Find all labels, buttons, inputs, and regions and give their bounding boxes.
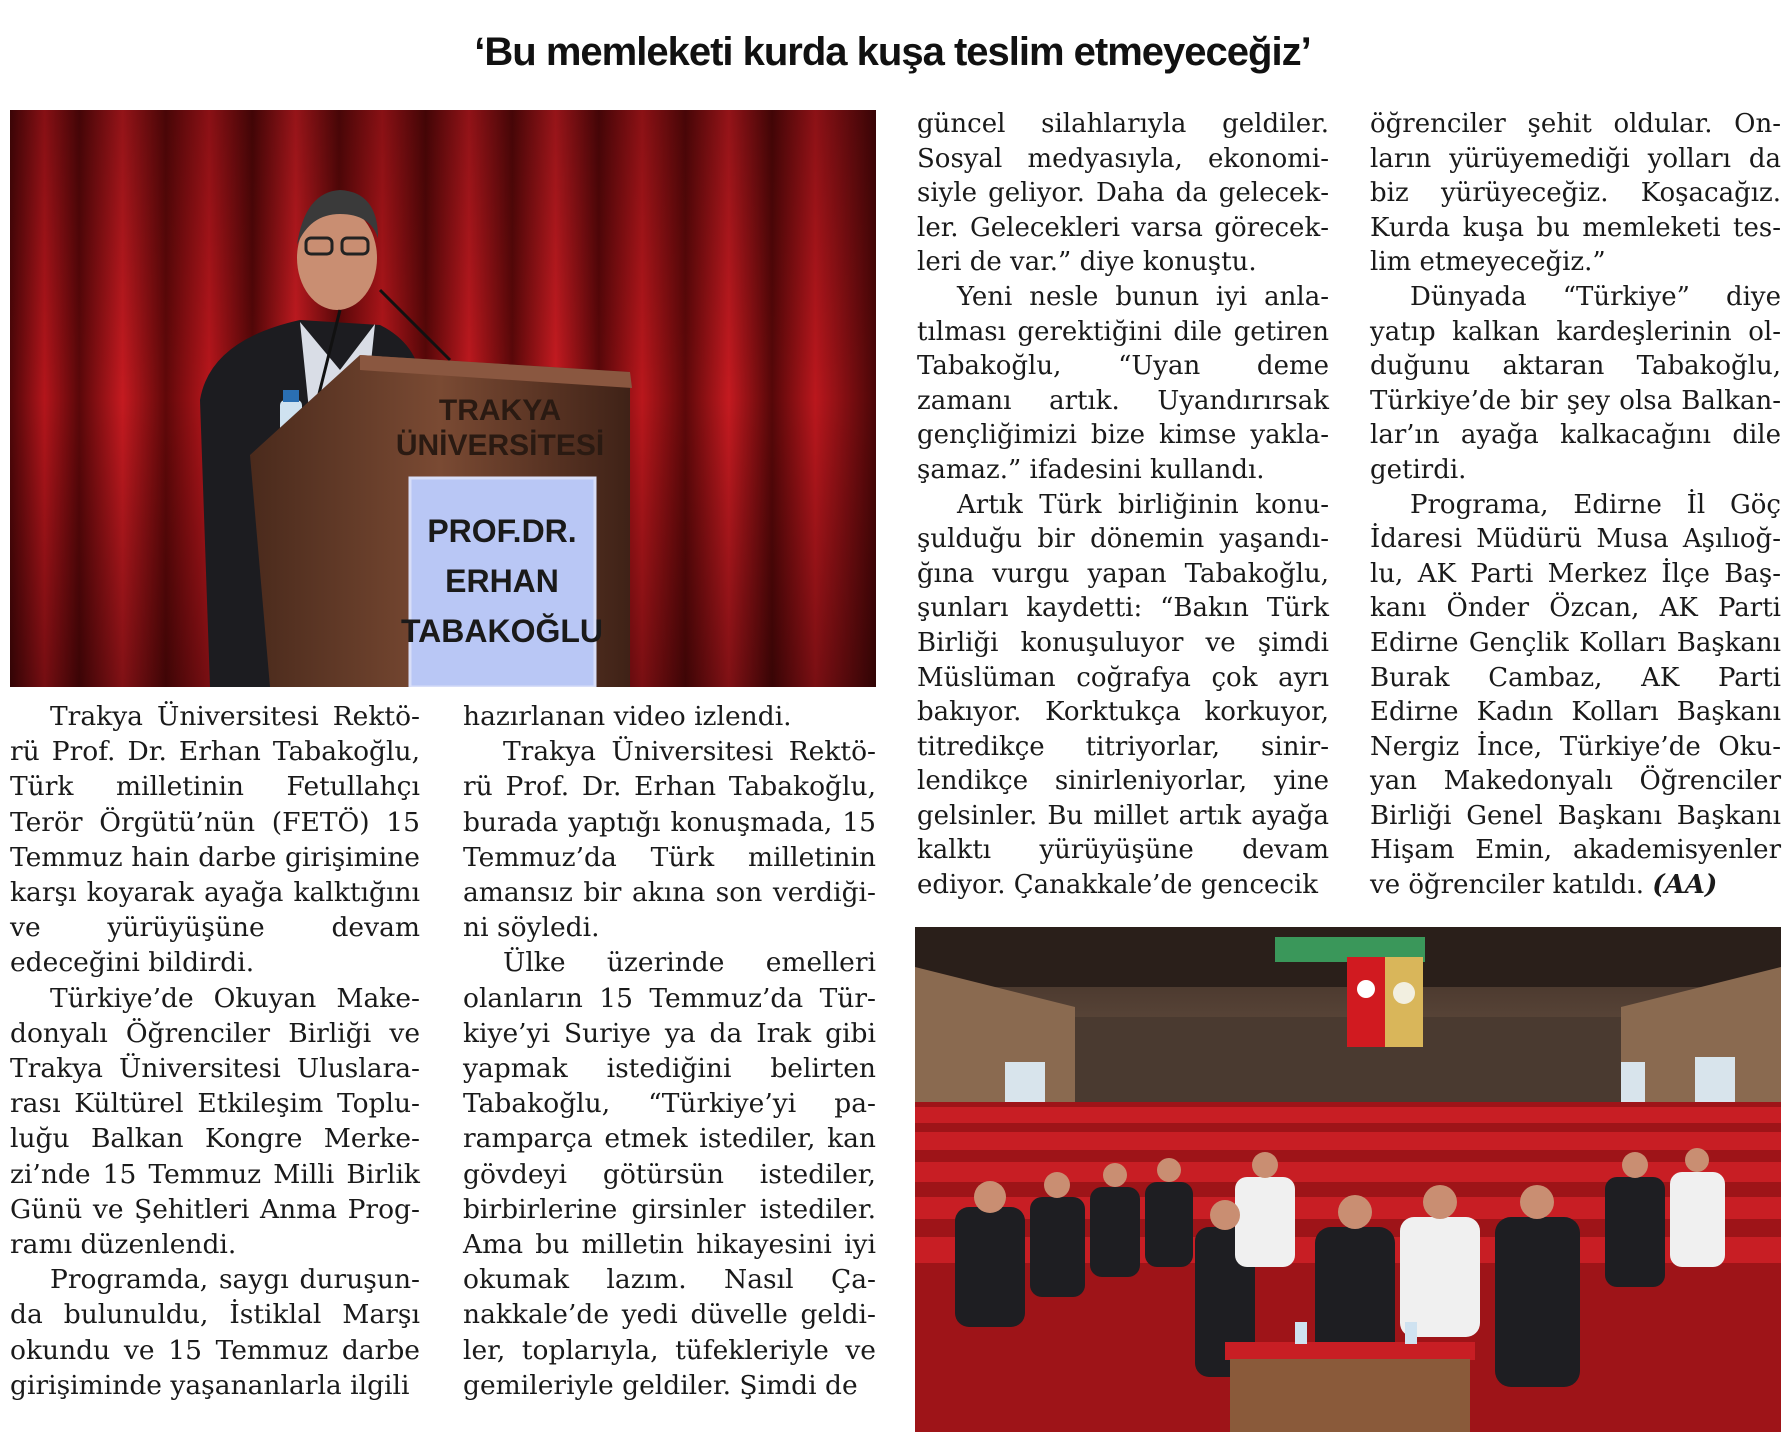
paragraph: Programda, saygı duruşunda bulunuldu, İstiklal Marşı okundu ve 15 Temmuz darbe girişiminde yaşananlarla ilgili [10, 1264, 420, 1401]
paragraph: güncel silahlarıyla geldiler. Sosyal medyasıyla, ekonomisiyle geliyor. Daha da gelecekler. Gelecekleri varsa görecekleri de var.” diye konuştu. [917, 109, 1329, 278]
article-column-1 [10, 699, 420, 1403]
podium-brand-line1: TRAKYA [438, 394, 562, 427]
article-column-3 [917, 107, 1329, 903]
paragraph: Türkiye’de Okuyan Makedonyalı Öğrenciler Birliği ve Trakya Üniversitesi Uluslararası Kültürel Etkileşim Topluluğu Balkan Kongre Merkezi’nde 15 Temmuz Milli Birlik Günü ve Şehitleri Anma Programı düzenlendi. [10, 982, 420, 1261]
paragraph: öğrenciler şehit oldular. Onların yürüyemediği yolları da biz yürüyeceğiz. Koşacağız. Kurda kuşa bu memleketi teslim etmeyeceğiz.” [1370, 109, 1781, 278]
paragraph [1370, 488, 1781, 903]
agency-signature: (AA) [1652, 870, 1718, 901]
paragraph: Yeni nesle bunun iyi anlatılması gerektiğini dile getiren Tabakoğlu, “Uyan deme zamanı artık. Uyandırırsak gençliğimizi bize kimse yaklaşamaz.” ifadesini kullandı. [917, 281, 1329, 485]
article-column-4 [1370, 107, 1781, 903]
final-paragraph-text: Programa, Edirne İl Göç İdaresi Müdürü Musa Aşılıoğlu, AK Parti Merkez İlçe Başkanı Önder Özcan, AK Parti Edirne Gençlik Kolları Başkanı Burak Cambaz, AK Parti Edirne Kadın Kolları Başkanı Nergiz İnce, Türkiye’de Okuyan Makedonyalı Öğrenciler Birliği Genel Başkanı Başkanı Hişam Emin, akademisyenler ve öğrenciler katıldı. [1370, 489, 1781, 901]
paragraph: hazırlanan video izlendi. [463, 701, 792, 732]
speaker-photo [10, 110, 876, 687]
paragraph: Trakya Üniversitesi Rektörü Prof. Dr. Erhan Tabakoğlu, Türk milletinin Fetullahçı Terör Örgütü’nün (FETÖ) 15 Temmuz hain darbe girişimine karşı koyarak ayağa kalktığını ve yürüyüşüne devam edeceğini bildirdi. [10, 701, 420, 979]
audience-photo [915, 927, 1781, 1432]
paragraph: Artık Türk birliğinin konuşulduğu bir dönemin yaşandığına vurgu yapan Tabakoğlu, şunları kaydetti: “Bakın Türk Birliği konuşuluyor ve şimdi Müslüman coğrafya çok ayrı bakıyor. Korktukça korkuyor, titredikçe titriyorlar, sinirlendikçe sinirleniyorlar, yine gelsinler. Bu millet artık ayağa kalktı yürüyüşüne devam ediyor. Çanakkale’de gencecik [917, 489, 1329, 901]
podium-name-line1: PROF.DR. [427, 513, 577, 549]
paragraph: Trakya Üniversitesi Rektörü Prof. Dr. Erhan Tabakoğlu, burada yaptığı konuşmada, 15 Temmuz’da Türk milletinin amansız bir akına son verdiğini söyledi. [463, 736, 876, 944]
headline: ‘Bu memleketi kurda kuşa teslim etmeyeceğiz’ [474, 30, 1311, 74]
podium-name-line3: TABAKOĞLU [400, 613, 604, 649]
podium-name-line2: ERHAN [445, 563, 559, 599]
podium-brand-line2: ÜNİVERSİTESİ [395, 429, 605, 462]
paragraph: Ülke üzerinde emelleri olanların 15 Temmuz’da Türkiye’yi Suriye ya da Irak gibi yapmak istediğini belirten Tabakoğlu, “Türkiye’yi paramparça etmek istediler, kan gövdeyi götürsün istediler, birbirlerine girsinler istediler. Ama bu milletin hikayesini iyi okumak lazım. Nasıl Çanakkale’de yedi düvelle geldiler, toplarıyla, tüfekleriyle ve gemileriyle geldiler. Şimdi de [463, 947, 876, 1401]
article-column-2 [463, 699, 876, 1403]
paragraph: Dünyada “Türkiye” diye yatıp kalkan kardeşlerinin olduğunu aktaran Tabakoğlu, Türkiye’de bir şey olsa Balkanlar’ın ayağa kalkacağını dile getirdi. [1370, 281, 1781, 485]
